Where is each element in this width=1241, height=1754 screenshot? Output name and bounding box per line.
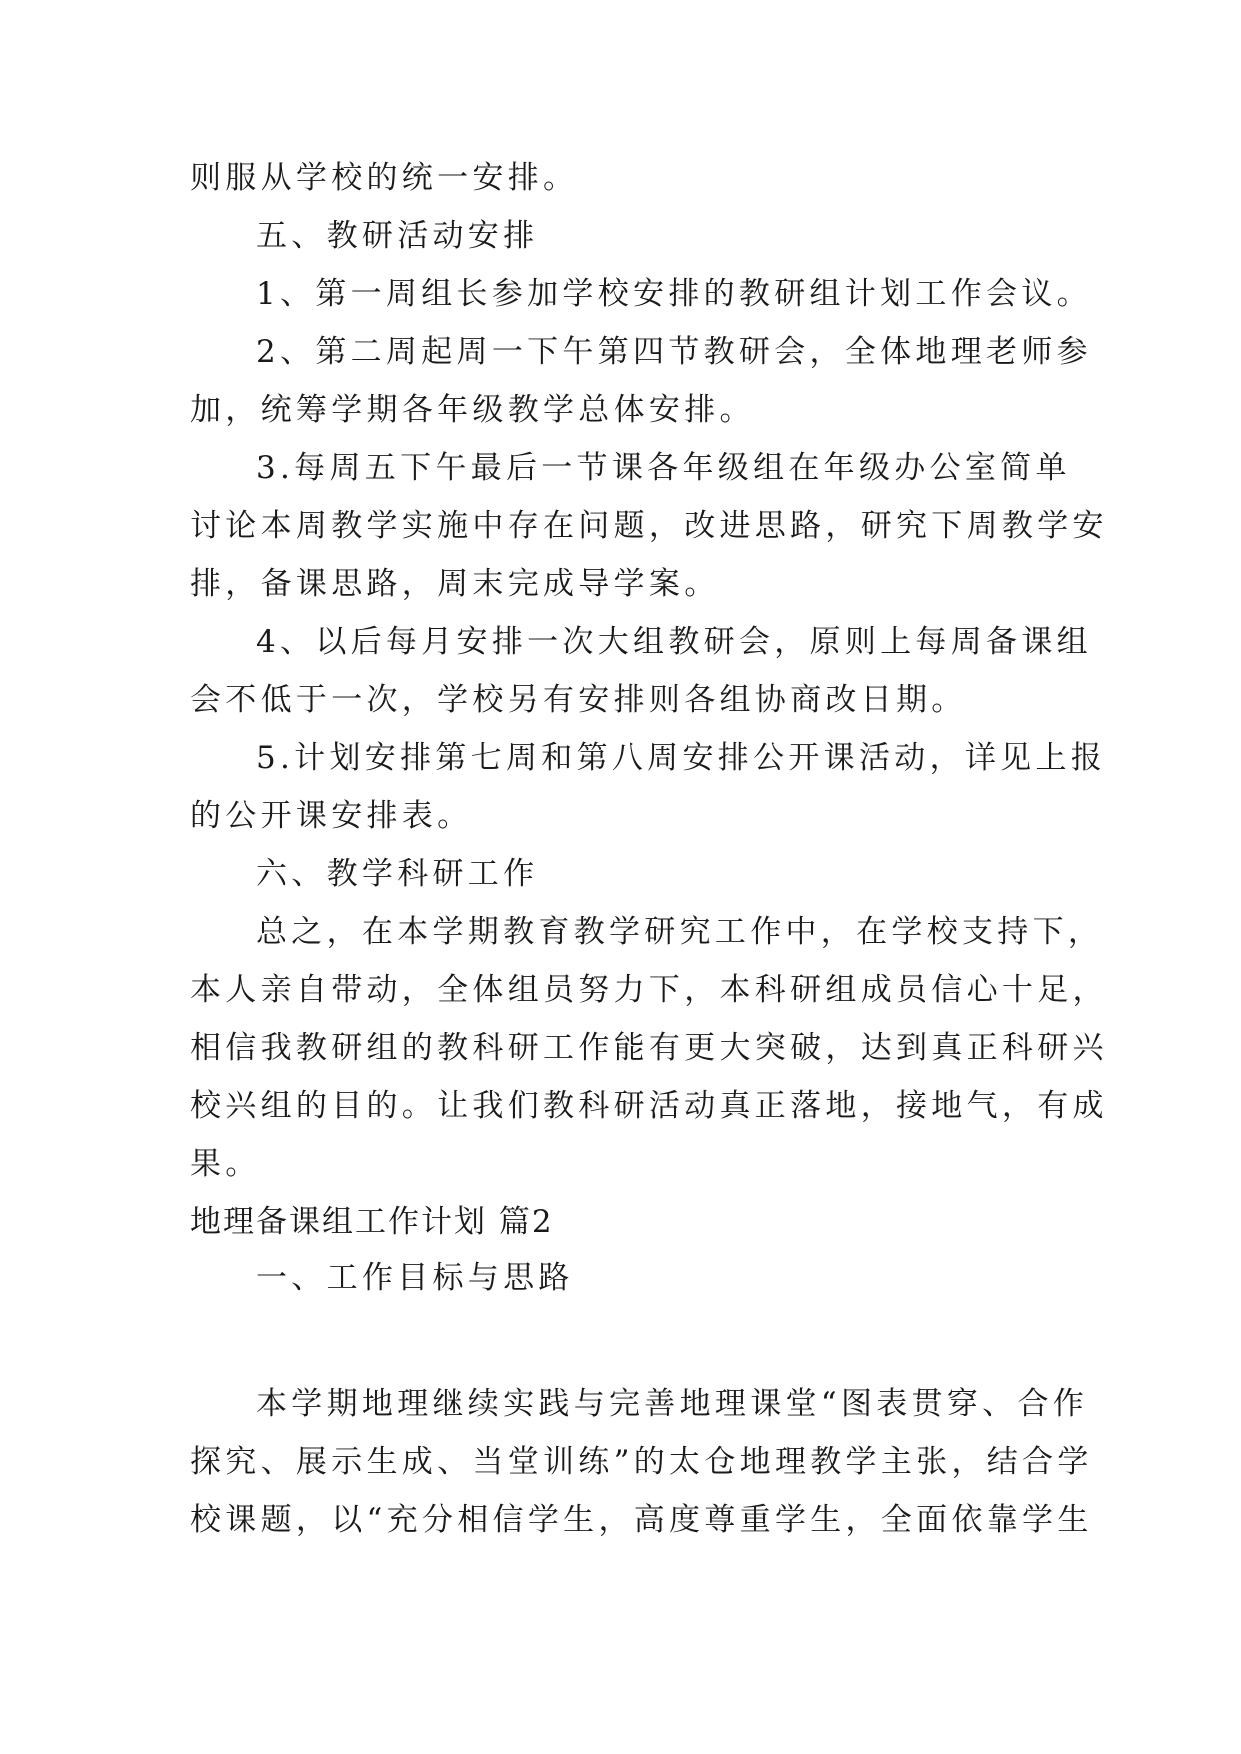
text-line: 4、以后每月安排一次大组教研会，原则上每周备课组 [256,624,1092,660]
text-line: 加，统筹学期各年级教学总体安排。 [190,392,755,428]
text-line: 的公开课安排表。 [190,798,473,834]
text-line: 校兴组的目的。让我们教科研活动真正落地，接地气，有成 [190,1088,1108,1124]
text-line: 总之，在本学期教育教学研究工作中，在学校支持下， [256,914,1104,950]
text-line: 本学期地理继续实践与完善地理课堂“图表贯穿、合作 [256,1386,1089,1422]
text-line: 探究、展示生成、当堂训练”的太仓地理教学主张，结合学 [190,1444,1093,1480]
section-heading: 五、教研活动安排 [256,218,539,254]
section-heading: 一、工作目标与思路 [256,1260,574,1296]
article-title: 地理备课组工作计划 篇2 [190,1204,554,1240]
text-line: 3.每周五下午最后一节课各年级组在年级办公室简单 [256,450,1071,486]
text-line: 果。 [190,1146,261,1182]
section-heading: 六、教学科研工作 [256,856,539,892]
text-line: 排，备课思路，周末完成导学案。 [190,566,720,602]
text-line: 本人亲自带动，全体组员努力下，本科研组成员信心十足， [190,972,1108,1008]
text-line: 相信我教研组的教科研工作能有更大突破，达到真正科研兴 [190,1030,1108,1066]
text-line: 1、第一周组长参加学校安排的教研组计划工作会议。 [256,276,1092,312]
text-line: 会不低于一次，学校另有安排则各组协商改日期。 [190,682,967,718]
text-line: 校课题，以“充分相信学生，高度尊重学生，全面依靠学生 [190,1502,1093,1538]
text-line: 讨论本周教学实施中存在问题，改进思路，研究下周教学安 [190,508,1108,544]
text-line: 则服从学校的统一安排。 [190,160,579,196]
text-line: 2、第二周起周一下午第四节教研会，全体地理老师参 [256,334,1092,370]
text-line: 5.计划安排第七周和第八周安排公开课活动，详见上报 [256,740,1107,776]
